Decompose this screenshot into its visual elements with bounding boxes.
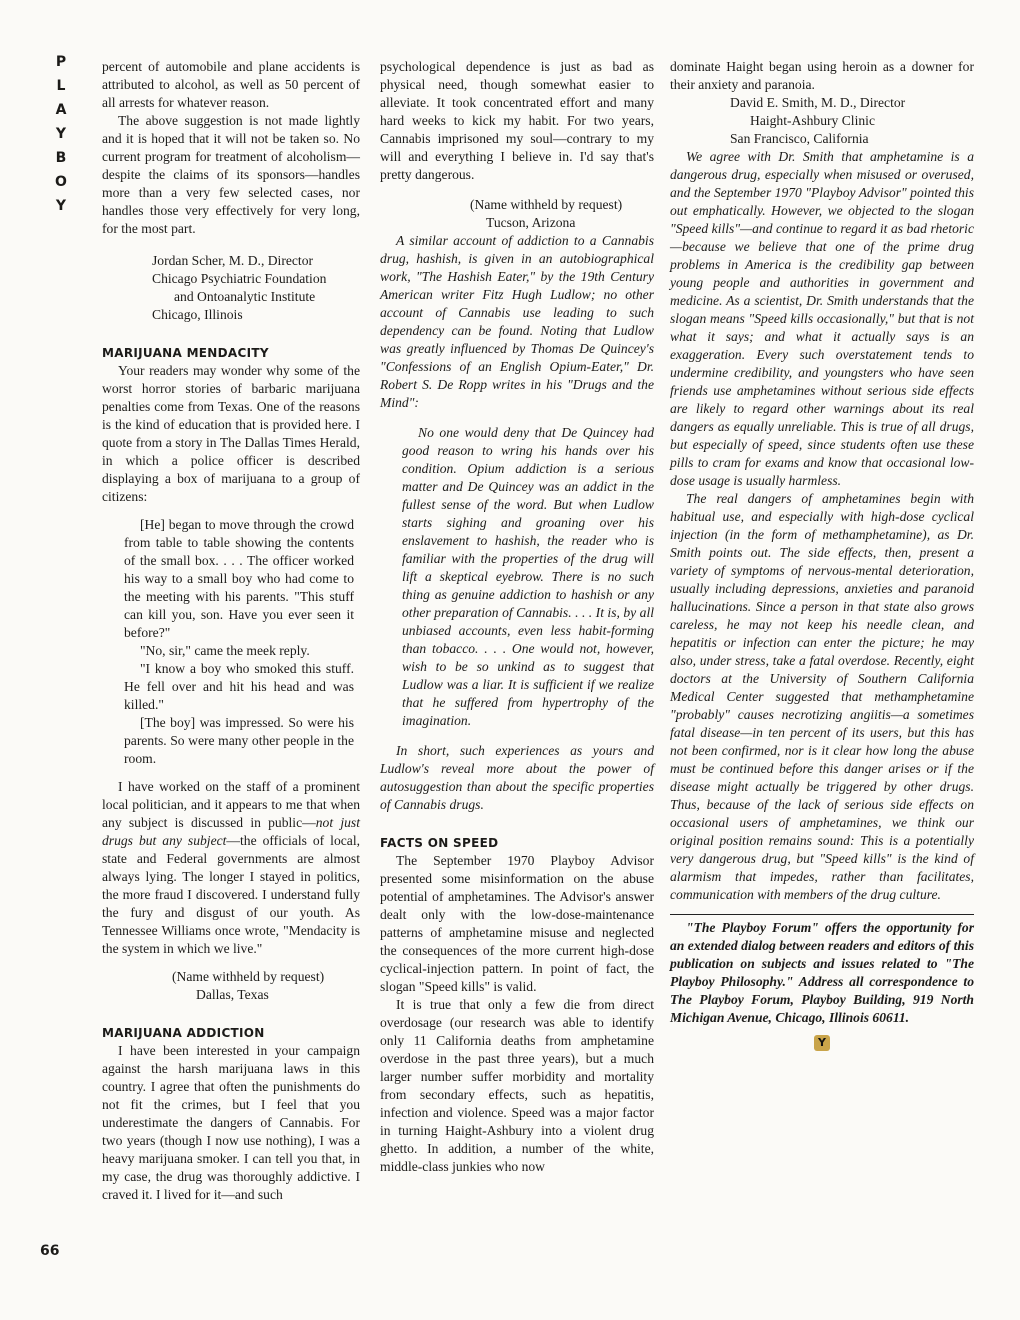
sidebar-letter: P bbox=[55, 54, 67, 70]
sidebar-letter: A bbox=[55, 102, 67, 118]
section-heading: MARIJUANA MENDACITY bbox=[102, 346, 269, 360]
signature-line: Chicago, Illinois bbox=[152, 307, 243, 322]
column-1 bbox=[102, 58, 360, 1204]
sidebar-letter: O bbox=[55, 174, 67, 190]
quote-paragraph: [The boy] was impressed. So were his parents. So were many other people in the room. bbox=[124, 715, 354, 766]
signature bbox=[102, 968, 360, 1004]
paragraph: The above suggestion is not made lightly and it is hoped that it will not be taken so. No current program for treatment of alcoholism—despite the claims of its sponsors—handles more than a very few selected cases, nor handles those very effectively for very long, for the most part. bbox=[102, 113, 360, 236]
signature-line: Haight-Ashbury Clinic bbox=[750, 113, 875, 128]
signature-line: and Ontoanalytic Institute bbox=[174, 289, 316, 304]
paragraph: Your readers may wonder why some of the worst horror stories of barbaric marijuana penalties come from Texas. One of the reasons is the kind of education that is provided here. I quote from a story in The Dallas Times Herald, in which a police officer is described displaying a box of marijuana to a group of citizens: bbox=[102, 363, 360, 504]
logo-wrapper bbox=[670, 1033, 974, 1051]
signature-line: Jordan Scher, M. D., Director bbox=[152, 253, 314, 268]
column-3 bbox=[670, 58, 974, 1051]
signature bbox=[670, 94, 974, 148]
paragraph: psychological dependence is just as bad as physical need, though somewhat easier to alleviate. It took concentrated effort and many hard weeks to kick my habit. For two years, Cannabis imprisoned my soul—contrary to my will and everything I believe in. I'd say that's pretty dangerous. bbox=[380, 59, 654, 182]
quote-paragraph: "No, sir," came the meek reply. bbox=[140, 643, 310, 658]
paragraph-editorial: We agree with Dr. Smith that amphetamine is a dangerous drug, especially when misused or overused, and the September 1970 "Playboy Advisor" pointed this out emphatically. However, we objected to the slogan "Speed kills"—and continue to regard it as bad rhetoric—because we believe that one of the prime drug problems in America is the credibility gap between young people and authorities in government and medicine. As a scientist, Dr. Smith understands that the slogan means "Speed kills occasionally," but that is not what it says; and what it actually says is an exaggeration. Every such overstatement tends to undermine credibility, and youngsters who have seen friends use amphetamines without serious side effects are likely to regard other warnings about its real dangers as equally unreliable. This is true of all drugs, but especially of speed, since students often use these pills to cram for exams and know that occasional low-dose usage is usually harmless. bbox=[670, 149, 974, 488]
signature-line: Tucson, Arizona bbox=[486, 215, 576, 230]
quote-paragraph: [He] began to move through the crowd from table to table showing the contents of the small box. . . . The officer worked his way to a small boy who had come to the meeting with his parents. "This stuff can kill you, son. Have you ever seen it before?" bbox=[124, 517, 354, 640]
column-2 bbox=[380, 58, 654, 1176]
sidebar-letter: L bbox=[56, 78, 66, 94]
signature-line: David E. Smith, M. D., Director bbox=[730, 95, 906, 110]
paragraph: It is true that only a few die from direct overdosage (our research was able to identify only 11 California deaths from amphetamine overdose in the past three years), but a much larger number suffer morbidity and mortality from secondary effects, such as hepatitis, infection and violence. Speed was a major factor in turning Haight-Ashbury into a violent drug ghetto. In addition, a number of the white, middle-class junkies who now bbox=[380, 997, 654, 1174]
paragraph bbox=[102, 778, 360, 958]
paragraph-editorial: In short, such experiences as yours and Ludlow's reveal more about the power of autosuggestion than about the specific properties of Cannabis drugs. bbox=[380, 743, 654, 812]
signature-line: Chicago Psychiatric Foundation bbox=[152, 271, 327, 286]
playboy-logo-icon: Y bbox=[814, 1035, 830, 1051]
forum-notice bbox=[670, 914, 974, 1027]
signature bbox=[102, 252, 360, 324]
quotation bbox=[102, 516, 360, 768]
signature-line: San Francisco, California bbox=[730, 131, 869, 146]
paragraph: The September 1970 Playboy Advisor presented some misinformation on the abuse potential of amphetamines. The Advisor's answer dealt only with the low-dose-maintenance patterns of amphetamine misuse and neglected the consequences of the more current high-dose cyclical-injection pattern. In point of fact, the slogan "Speed kills" is valid. bbox=[380, 853, 654, 994]
paragraph-editorial: A similar account of addiction to a Cannabis drug, hashish, is given in an autobiographical work, "The Hashish Eater," by the 19th Century American writer Fitz Hugh Ludlow; no other account of Cannabis use leading to such dependency can be found. Noting that Ludlow was greatly influenced by Thomas De Quincey's "Confessions of an English Opium-Eater," Dr. Robert S. De Ropp writes in his "Drugs and the Mind": bbox=[380, 233, 654, 410]
page-number: 66 bbox=[40, 1243, 60, 1259]
signature-line: (Name withheld by request) bbox=[470, 197, 623, 212]
text-run-italic: not just drugs but any subject bbox=[102, 815, 360, 848]
signature-line: (Name withheld by request) bbox=[172, 969, 325, 984]
paragraph-editorial: The real dangers of amphetamines begin with habitual use, and especially with high-dose cyclical injection (in the form of methamphetamine), as Dr. Smith points out. The side effects, then, present a variety of symptoms of nervous-mental deterioration, usually including depressions, anxieties and paranoid hallucinations. Since a person in that state also grows careless, he may not keep his needle clean, and hepatitis or infection can enter the picture; he may also, under stress, take a fatal overdose. Recently, eight doctors at the University of Southern California Medical Center suggested that methamphetamine "probably" causes necrotizing angiitis—a sometimes fatal disease—in ten percent of its users, but this has not been confirmed, nor is it clear how long the abuse must be continued before this danger arises or if the disease might actually be triggered by other drugs. Thus, because of the lack of serious side effects on occasional users of amphetamines, we think our original position remains sound: This is a potentially very dangerous drug, but "Speed kills" is the kind of alarmism that impedes, rather than facilitates, communication with members of the drug culture. bbox=[670, 491, 974, 902]
quote-paragraph: No one would deny that De Quincey had good reason to wring his hands over his condition. Opium addiction is a serious matter and De Quincey was an addict in the fullest sense of the word. But when Ludlow starts sighing and groaning over his enslavement to hashish, the reader who is familiar with the properties of the drug will lift a skeptical eyebrow. There is no such thing as genuine addiction to hashish or any other preparation of Cannabis. . . . It is, by all unbiased accounts, even less habit-forming than tobacco. . . . One would not, however, wish to be so unkind as to suggest that Ludlow was a liar. It is sufficient if we realize that he suffered from hypertrophy of the imagination. bbox=[402, 425, 654, 728]
sidebar-letter: B bbox=[55, 150, 67, 166]
section-heading: MARIJUANA ADDICTION bbox=[102, 1026, 265, 1040]
magazine-sidebar-title bbox=[48, 50, 74, 218]
forum-notice-text: "The Playboy Forum" offers the opportunity for an extended dialog between readers and editors of this publication on subjects and issues related to "The Playboy Philosophy." Address all correspondence to The Playboy Forum, Playboy Building, 919 North Michigan Avenue, Chicago, Illinois 60611. bbox=[670, 920, 974, 1025]
section-heading: FACTS ON SPEED bbox=[380, 836, 499, 850]
signature bbox=[380, 196, 654, 232]
sidebar-letter: Y bbox=[55, 198, 67, 214]
sidebar-letter: Y bbox=[55, 126, 67, 142]
text-run: I have worked on the staff of a prominent local politician, and it appears to me that when any subject is discussed in public— bbox=[102, 779, 360, 830]
text-run: —the officials of local, state and Federal governments are almost always lying. The longer I stayed in politics, the more fraud I discovered. I understand fully the fury and disgust of our youth. As Tennessee Williams once wrote, "Mendacity is the system in which we live." bbox=[102, 833, 360, 956]
paragraph: dominate Haight began using heroin as a downer for their anxiety and paranoia. bbox=[670, 59, 974, 92]
paragraph: percent of automobile and plane accidents is attributed to alcohol, as well as 50 percent of all arrests for whatever reason. bbox=[102, 59, 360, 110]
quote-paragraph: "I know a boy who smoked this stuff. He fell over and hit his head and was killed." bbox=[124, 661, 354, 712]
paragraph: I have been interested in your campaign against the harsh marijuana laws in this country. I agree that often the punishments do not fit the crimes, but I feel that you underestimate the dangers of Cannabis. For two years (though I now use nothing), I was a heavy marijuana smoker. I can tell you that, in my case, the drug was thoroughly addictive. I craved it. I lived for it—and such bbox=[102, 1043, 360, 1202]
signature-line: Dallas, Texas bbox=[196, 987, 269, 1002]
